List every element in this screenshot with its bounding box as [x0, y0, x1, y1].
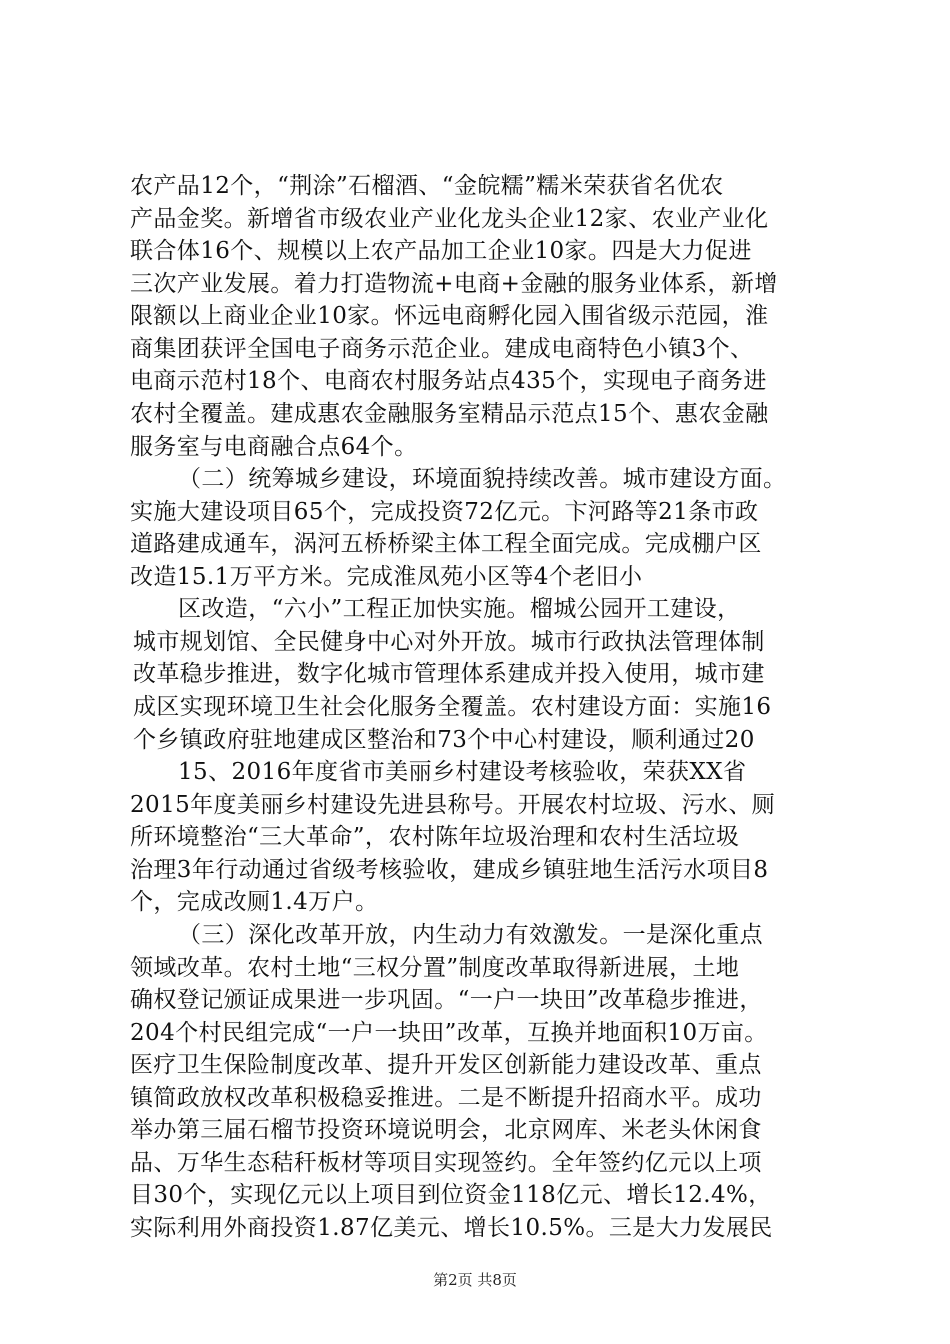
text-line: 204个村民组完成“一户一块田”改革，互换并地面积10万亩。	[130, 1020, 768, 1046]
text-line: 领域改革。农村土地“三权分置”制度改革取得新进展，土地	[130, 955, 740, 981]
text-line: 目30个，实现亿元以上项目到位资金118亿元、增长12.4%，	[130, 1182, 772, 1208]
text-line: 举办第三届石榴节投资环境说明会，北京网库、米老头休闲食	[130, 1117, 762, 1143]
text-line: 改革稳步推进，数字化城市管理体系建成并投入使用，城市建	[133, 661, 765, 687]
page-number-footer: 第2页 共8页	[433, 1271, 517, 1289]
text-line: 医疗卫生保险制度改革、提升开发区创新能力建设改革、重点	[130, 1052, 762, 1078]
text-line: 农产品12个，“荆涂”石榴酒、“金皖糯”糯米荣获省名优农	[130, 173, 724, 199]
text-line: 商集团获评全国电子商务示范企业。建成电商特色小镇3个、	[130, 336, 754, 362]
text-line: 联合体16个、规模以上农产品加工企业10家。四是大力促进	[130, 238, 752, 264]
text-line: 电商示范村18个、电商农村服务站点435个，实现电子商务进	[130, 368, 767, 394]
text-line: 区改造，“六小”工程正加快实施。榴城公园开工建设，	[178, 596, 741, 622]
text-line: 品、万华生态秸秆板材等项目实现签约。全年签约亿元以上项	[130, 1150, 762, 1176]
text-line: 农村全覆盖。建成惠农金融服务室精品示范点15个、惠农金融	[130, 401, 769, 427]
text-line: 2015年度美丽乡村建设先进县称号。开展农村垃圾、污水、厕	[130, 792, 776, 818]
text-line: 成区实现环境卫生社会化服务全覆盖。农村建设方面：实施16	[133, 694, 772, 720]
text-line: 个乡镇政府驻地建成区整治和73个中心村建设，顺利通过20	[133, 727, 755, 753]
text-line: 城市规划馆、全民健身中心对外开放。城市行政执法管理体制	[133, 629, 765, 655]
text-line: 产品金奖。新增省市级农业产业化龙头企业12家、农业产业化	[130, 206, 769, 232]
text-line: 治理3年行动通过省级考核验收，建成乡镇驻地生活污水项目8	[130, 857, 769, 883]
text-line: 改造15.1万平方米。完成淮凤苑小区等4个老旧小	[130, 564, 643, 590]
text-line: 镇简政放权改革积极稳妥推进。二是不断提升招商水平。成功	[130, 1085, 762, 1111]
text-line: 道路建成通车，涡河五桥桥梁主体工程全面完成。完成棚户区	[130, 531, 762, 557]
text-line: 确权登记颁证成果进一步巩固。“一户一块田”改革稳步推进，	[130, 987, 763, 1013]
text-line: 实际利用外商投资1.87亿美元、增长10.5%。三是大力发展民	[130, 1215, 773, 1241]
text-line: 个，完成改厕1.4万户。	[130, 889, 379, 915]
text-line: 限额以上商业企业10家。怀远电商孵化园入围省级示范园，淮	[130, 303, 769, 329]
text-line: （二）统筹城乡建设，环境面貌持续改善。城市建设方面。	[178, 466, 787, 492]
text-line: （三）深化改革开放，内生动力有效激发。一是深化重点	[178, 922, 763, 948]
text-line: 服务室与电商融合点64个。	[130, 434, 418, 460]
text-line: 三次产业发展。着力打造物流+电商+金融的服务业体系，新增	[130, 271, 778, 297]
text-line: 15、2016年度省市美丽乡村建设考核验收，荣获XX省	[178, 759, 747, 785]
text-line: 所环境整治“三大革命”，农村陈年垃圾治理和农村生活垃圾	[130, 824, 740, 850]
text-line: 实施大建设项目65个，完成投资72亿元。卞河路等21条市政	[130, 499, 759, 525]
